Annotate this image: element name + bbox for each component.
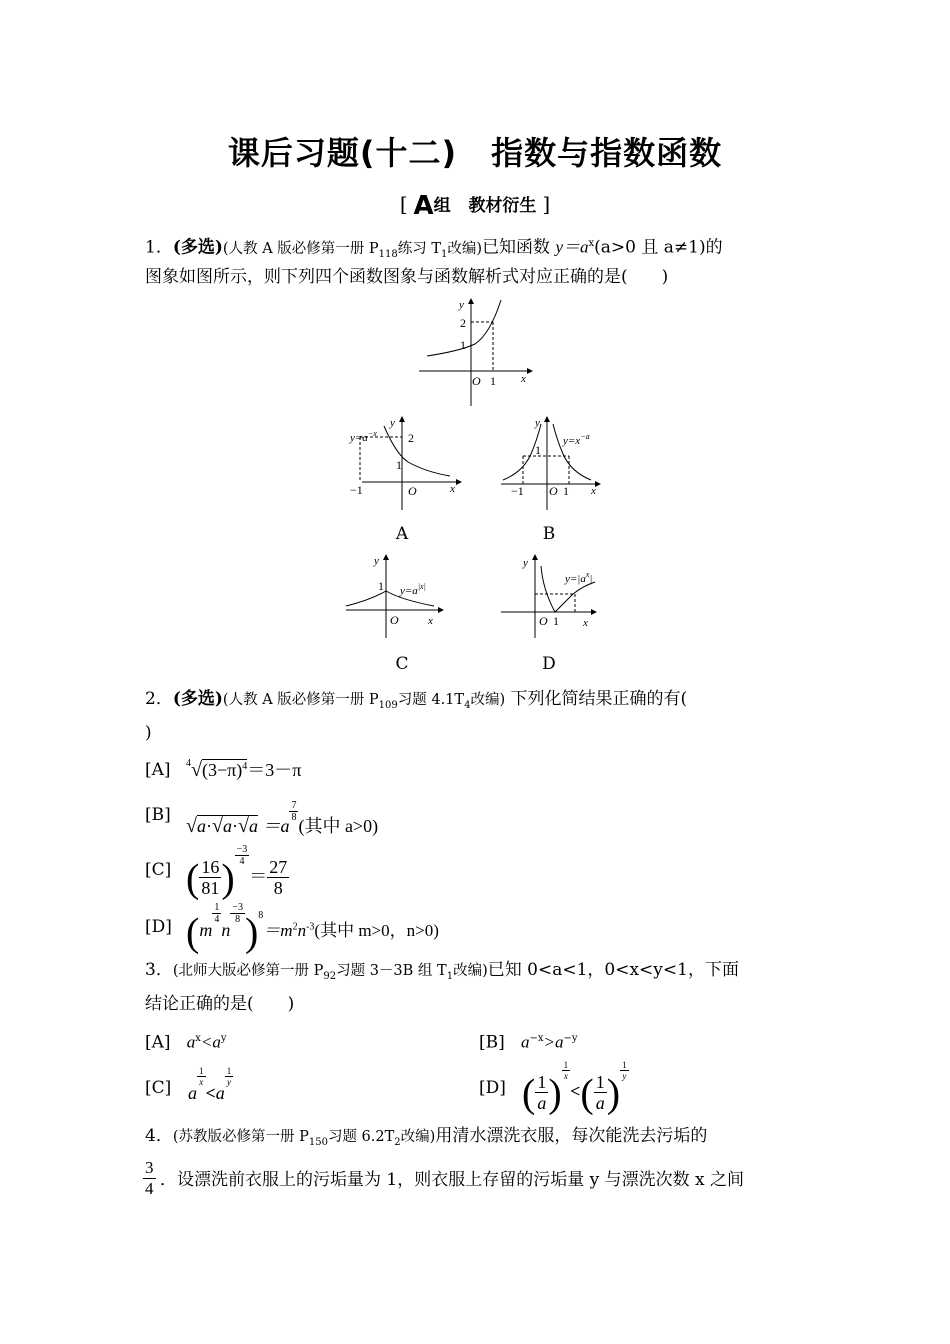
svg-text:1: 1 bbox=[378, 579, 384, 593]
svg-text:2: 2 bbox=[408, 431, 414, 445]
q1-label-d: D bbox=[542, 654, 556, 674]
svg-text:O: O bbox=[472, 374, 481, 388]
svg-text:y=x−a: $y=x^{-a}$ bbox=[563, 432, 590, 447]
svg-text:y=a−x: $y=a^{-x}$ bbox=[350, 429, 377, 444]
q4-line1: 4．(苏教版必修第一册 $P_{150}$习题 $6.2T_2$改编)用清水漂洗衣服，每次能洗去污垢的 bbox=[145, 1126, 708, 1148]
group-name: 教材衍生 bbox=[468, 196, 537, 216]
svg-text:O: O bbox=[549, 484, 558, 498]
group-heading: [ A组 教材衍生 ] bbox=[399, 191, 551, 221]
q2-option-d-expr: (m $\frac{1}{4}$ n $\frac{-3}{8}$ )$^8=m^2n^{-3}$(其中 m>0，n>0) bbox=[186, 902, 439, 955]
q1-label-c: C bbox=[395, 654, 409, 674]
svg-text:x: x bbox=[591, 485, 596, 497]
q1-label-a: A bbox=[395, 524, 409, 544]
q2-option-c: [C] bbox=[145, 860, 172, 880]
svg-text:y: y bbox=[535, 417, 540, 429]
q2-option-b: [B] bbox=[145, 805, 171, 825]
q3-option-b: [B] $a^{-x}>a^{-y}$ bbox=[479, 1032, 578, 1053]
svg-text:O: O bbox=[408, 484, 417, 498]
title-main: 课后习题(十二) bbox=[227, 134, 458, 172]
q2-option-d: [D] bbox=[145, 917, 172, 937]
q1-graph-b bbox=[497, 414, 607, 514]
q2-line2: ) bbox=[145, 723, 152, 743]
q1-main-graph bbox=[415, 296, 535, 408]
q4-fraction: $\frac{3}{4}$ bbox=[145, 1158, 154, 1198]
svg-text:1: 1 bbox=[553, 614, 559, 628]
svg-text:O: O bbox=[539, 614, 548, 628]
svg-text:1: 1 bbox=[460, 338, 466, 352]
q3-option-c-expr: a $\frac{1}{x}$ <a $\frac{1}{y}$ bbox=[188, 1066, 232, 1103]
q2-option-b-expr: √a·√a·√a ＝a $\frac{7}{8}$ (其中 a>0) bbox=[186, 800, 379, 837]
svg-text:x: x bbox=[521, 373, 526, 385]
svg-text:−1: −1 bbox=[511, 484, 524, 498]
svg-text:O: O bbox=[390, 613, 399, 627]
page-title bbox=[0, 128, 950, 174]
title-sub: 指数与指数函数 bbox=[491, 134, 723, 172]
svg-text:1: 1 bbox=[535, 443, 541, 457]
q3-line1: 3．(北师大版必修第一册 $P_{92}$习题 3－3B 组 $T_1$改编)已知 0<a<1，0<x<y<1，下面 bbox=[145, 960, 739, 982]
svg-text:y: y bbox=[523, 557, 528, 569]
group-letter: A bbox=[413, 191, 434, 221]
svg-text:1: 1 bbox=[490, 374, 496, 388]
q2-option-a: [A] bbox=[145, 760, 171, 780]
q1-label-b: B bbox=[542, 524, 556, 544]
q3-option-c: [C] bbox=[145, 1078, 172, 1098]
svg-text:x: x bbox=[428, 615, 433, 627]
svg-text:x: x bbox=[583, 617, 588, 629]
svg-text:2: 2 bbox=[460, 316, 466, 330]
svg-text:−1: −1 bbox=[350, 483, 363, 497]
q3-line2: 结论正确的是( ) bbox=[145, 994, 295, 1014]
q3-option-d: [D] bbox=[479, 1078, 506, 1098]
q2-line1: 2．(多选)(人教 A 版必修第一册 $P_{109}$习题 $4.1T_4$改编) 下列化简结果正确的有( bbox=[145, 689, 688, 711]
q3-option-d-expr: ( $\frac{1}{a}$ ) $\frac{1}{x}$ <( $\frac{1}{a}$ ) $\frac{1}{y}$ bbox=[522, 1060, 627, 1116]
q2-option-a-expr: $^4√(3-\pi)^4=3-\pi$ bbox=[186, 758, 302, 781]
svg-text:y=|ax|: $y=|a^x|$ bbox=[565, 570, 593, 585]
q2-option-c-expr: ( $\frac{16}{81}$ ) $\frac{-3}{4}$ ＝ $\frac{27}{8}$ bbox=[186, 844, 288, 901]
svg-text:1: 1 bbox=[563, 484, 569, 498]
svg-text:y=a|x|: $y=a^{|x|}$ bbox=[400, 582, 426, 597]
svg-text:x: x bbox=[450, 483, 455, 495]
q1-graph-a bbox=[346, 414, 466, 514]
svg-text:y: y bbox=[390, 417, 395, 429]
q1-line2: 图象如图所示，则下列四个函数图象与函数解析式对应正确的是( ) bbox=[145, 267, 669, 287]
q1-graph-d bbox=[497, 552, 612, 642]
svg-text:y: y bbox=[459, 299, 464, 311]
q1-graph-c bbox=[342, 552, 452, 642]
q4-line2: ．设漂洗前衣服上的污垢量为 1，则衣服上存留的污垢量 y 与漂洗次数 x 之间 bbox=[160, 1170, 745, 1190]
svg-text:y: y bbox=[374, 555, 379, 567]
q1-line1: 1．(多选)(人教 A 版必修第一册 $P_{118}$练习 $T_1$改编)已知函数 $y=a^x(a>0$ 且 a≠1)的 bbox=[145, 237, 723, 260]
svg-text:1: 1 bbox=[396, 458, 402, 472]
q3-option-a: [A] $a^x<a^y$ bbox=[145, 1032, 227, 1053]
